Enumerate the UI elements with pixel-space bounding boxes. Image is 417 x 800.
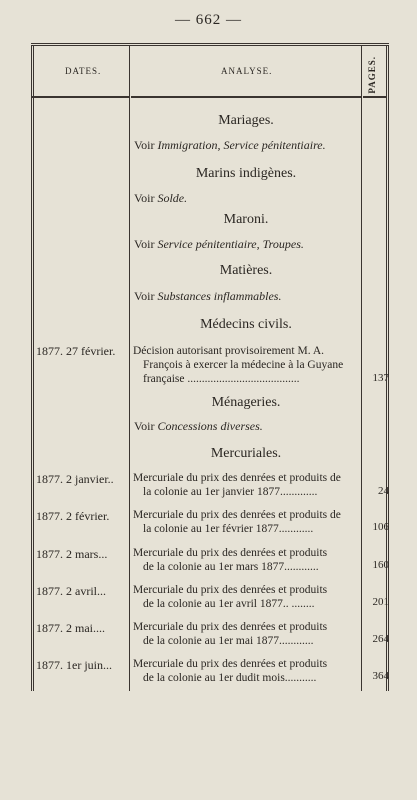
- header-pages: PAGES.: [367, 56, 377, 94]
- cross-reference: Voir Concessions diverses.: [134, 419, 263, 433]
- entry-date: 1877. 2 février.: [36, 509, 110, 523]
- entry-page: 106: [372, 521, 389, 533]
- entry-page: 24: [378, 485, 389, 497]
- table-border-left: [31, 46, 34, 691]
- entry-text: Mercuriale du prix des denrées et produits de la colonie au 1er février 1877............: [133, 509, 341, 535]
- header-analyse: ANALYSE.: [221, 66, 273, 76]
- entry-page: 160: [372, 559, 389, 571]
- cross-reference: Voir Solde.: [134, 191, 188, 205]
- entry-date: 1877. 2 mai....: [36, 621, 105, 635]
- page-number: — 662 —: [175, 12, 242, 28]
- cross-reference: Voir Substances inflammables.: [134, 289, 282, 303]
- section-heading: Marins indigènes.: [195, 166, 297, 181]
- section-heading: Matières.: [219, 263, 273, 278]
- section-heading: Médecins civils.: [200, 317, 292, 332]
- entry-page: 201: [372, 596, 389, 608]
- entry-text: Mercuriale du prix des denrées et produits de la colonie au 1er mai 1877............: [133, 621, 328, 647]
- entry-date: 1877. 27 février.: [36, 344, 116, 358]
- header-rule: [363, 96, 386, 98]
- entry-date: 1877. 2 janvier..: [36, 472, 114, 486]
- entry-page: 137: [372, 372, 389, 384]
- entry-page: 364: [372, 670, 389, 682]
- header-rule: [31, 96, 129, 98]
- entry-text: Décision autorisant provisoirement M. A. François à exercer la médecine à la Guyane française .......................................: [133, 345, 344, 385]
- cross-reference: Voir Immigration, Service pénitentiaire.: [134, 138, 326, 152]
- entry-text: Mercuriale du prix des denrées et produits de la colonie au 1er avril 1877.. ........: [133, 584, 328, 610]
- section-heading: Mercuriales.: [210, 446, 282, 461]
- cross-reference: Voir Service pénitentiaire, Troupes.: [134, 237, 304, 251]
- section-heading: Ménageries.: [211, 395, 281, 410]
- entry-text: Mercuriale du prix des denrées et produits de la colonie au 1er dudit mois...........: [133, 658, 328, 684]
- table-border-right: [386, 46, 389, 691]
- column-divider-pages: [361, 46, 362, 691]
- entry-date: 1877. 2 mars...: [36, 547, 108, 561]
- entry-text: Mercuriale du prix des denrées et produits de la colonie au 1er mars 1877............: [133, 547, 328, 573]
- section-heading: Mariages.: [218, 113, 274, 128]
- entry-date: 1877. 2 avril...: [36, 584, 106, 598]
- entry-page: 264: [372, 633, 389, 645]
- header-rule: [131, 96, 361, 98]
- column-divider-dates: [129, 46, 130, 691]
- entry-date: 1877. 1er juin...: [36, 658, 112, 672]
- header-dates: DATES.: [65, 66, 102, 76]
- section-heading: Maroni.: [223, 212, 269, 227]
- entry-text: Mercuriale du prix des denrées et produits de la colonie au 1er janvier 1877.............: [133, 472, 341, 498]
